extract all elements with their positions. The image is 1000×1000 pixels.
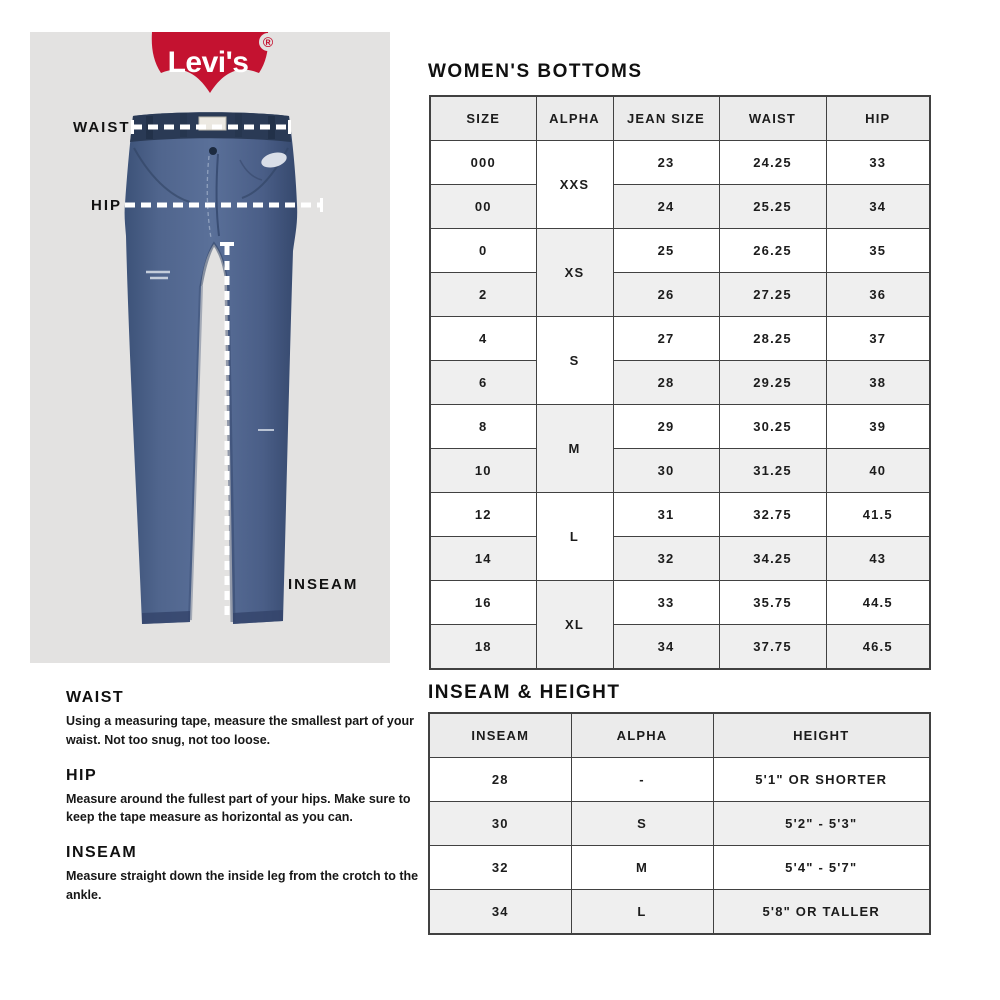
alpha-cell: XS xyxy=(536,229,613,317)
hip-cell: 37 xyxy=(826,317,930,361)
hip-cell: 38 xyxy=(826,361,930,405)
alpha-cell: L xyxy=(536,493,613,581)
jean-size-cell: 30 xyxy=(613,449,719,493)
table-row xyxy=(429,758,930,802)
inseam-photo-label: INSEAM xyxy=(288,576,359,593)
table-row xyxy=(429,890,930,935)
alpha-cell: - xyxy=(571,758,713,802)
waist-cell: 35.75 xyxy=(719,581,826,625)
guide-heading: INSEAM xyxy=(66,844,138,861)
inseam-cell: 34 xyxy=(429,890,571,935)
column-header: SIZE xyxy=(430,96,536,141)
jean-size-cell: 33 xyxy=(613,581,719,625)
size-cell: 16 xyxy=(430,581,536,625)
waist-cell: 30.25 xyxy=(719,405,826,449)
size-cell: 10 xyxy=(430,449,536,493)
size-cell: 000 xyxy=(430,141,536,185)
guide-heading: WAIST xyxy=(66,689,125,706)
levis-wordmark: Levi's xyxy=(167,46,249,79)
column-header: ALPHA xyxy=(571,713,713,758)
hip-cell: 46.5 xyxy=(826,625,930,670)
column-header: INSEAM xyxy=(429,713,571,758)
alpha-cell: M xyxy=(536,405,613,493)
alpha-cell: S xyxy=(571,802,713,846)
table-row xyxy=(430,625,930,670)
table-row xyxy=(429,802,930,846)
table-header-row xyxy=(429,713,930,758)
column-header: ALPHA xyxy=(536,96,613,141)
alpha-cell: S xyxy=(536,317,613,405)
jean-size-cell: 24 xyxy=(613,185,719,229)
guide-section-waist xyxy=(66,689,426,750)
inseam-height-title: INSEAM & HEIGHT xyxy=(428,682,621,703)
jeans-image xyxy=(125,112,298,624)
size-cell: 8 xyxy=(430,405,536,449)
column-header: JEAN SIZE xyxy=(613,96,719,141)
size-cell: 18 xyxy=(430,625,536,670)
levis-logo xyxy=(152,32,277,93)
product-photo-panel xyxy=(30,32,390,663)
alpha-cell: XXS xyxy=(536,141,613,229)
table-row xyxy=(430,581,930,625)
size-cell: 4 xyxy=(430,317,536,361)
hip-cell: 39 xyxy=(826,405,930,449)
height-cell: 5'2" - 5'3" xyxy=(713,802,930,846)
waist-cell: 29.25 xyxy=(719,361,826,405)
hip-cell: 34 xyxy=(826,185,930,229)
column-header: HEIGHT xyxy=(713,713,930,758)
table-header-row xyxy=(430,96,930,141)
inseam-cell: 32 xyxy=(429,846,571,890)
waist-cell: 26.25 xyxy=(719,229,826,273)
measurement-guide xyxy=(66,689,426,922)
hip-cell: 35 xyxy=(826,229,930,273)
womens-bottoms-table xyxy=(429,95,931,670)
waist-cell: 24.25 xyxy=(719,141,826,185)
table-row xyxy=(430,185,930,229)
jean-size-cell: 32 xyxy=(613,537,719,581)
jean-size-cell: 31 xyxy=(613,493,719,537)
jean-size-cell: 26 xyxy=(613,273,719,317)
table-row xyxy=(430,317,930,361)
jean-size-cell: 28 xyxy=(613,361,719,405)
inseam-cell: 30 xyxy=(429,802,571,846)
waist-cell: 27.25 xyxy=(719,273,826,317)
height-cell: 5'4" - 5'7" xyxy=(713,846,930,890)
hip-cell: 36 xyxy=(826,273,930,317)
waist-cell: 31.25 xyxy=(719,449,826,493)
table-row xyxy=(430,405,930,449)
table-row xyxy=(430,273,930,317)
size-cell: 00 xyxy=(430,185,536,229)
guide-heading: HIP xyxy=(66,766,98,784)
inseam-cell: 28 xyxy=(429,758,571,802)
waist-cell: 34.25 xyxy=(719,537,826,581)
table-row xyxy=(429,846,930,890)
table-row xyxy=(430,229,930,273)
hip-cell: 44.5 xyxy=(826,581,930,625)
alpha-cell: XL xyxy=(536,581,613,670)
table-row xyxy=(430,361,930,405)
jean-size-cell: 29 xyxy=(613,405,719,449)
hip-cell: 43 xyxy=(826,537,930,581)
alpha-cell: L xyxy=(571,890,713,935)
guide-body: Using a measuring tape, measure the smallest part of your waist. Not too snug, not too loose. xyxy=(66,714,415,747)
size-cell: 6 xyxy=(430,361,536,405)
jean-size-cell: 34 xyxy=(613,625,719,670)
hip-cell: 33 xyxy=(826,141,930,185)
height-cell: 5'1" OR SHORTER xyxy=(713,758,930,802)
hip-cell: 41.5 xyxy=(826,493,930,537)
registered-mark: ® xyxy=(262,34,274,50)
waist-cell: 37.75 xyxy=(719,625,826,670)
jean-size-cell: 23 xyxy=(613,141,719,185)
size-cell: 14 xyxy=(430,537,536,581)
column-header: WAIST xyxy=(719,96,826,141)
waist-photo-label: WAIST xyxy=(73,119,131,136)
guide-body: Measure around the fullest part of your hips. Make sure to keep the tape measure as horizontal as you can. xyxy=(66,791,411,825)
waist-cell: 25.25 xyxy=(719,185,826,229)
guide-section-inseam xyxy=(66,844,426,905)
alpha-cell: M xyxy=(571,846,713,890)
guide-body: Measure straight down the inside leg from the crotch to the ankle. xyxy=(66,869,419,902)
column-header: HIP xyxy=(826,96,930,141)
womens-bottoms-title: WOMEN'S BOTTOMS xyxy=(428,61,643,82)
table-row xyxy=(430,537,930,581)
table-row xyxy=(430,449,930,493)
waist-cell: 28.25 xyxy=(719,317,826,361)
size-cell: 2 xyxy=(430,273,536,317)
hip-photo-label: HIP xyxy=(91,197,123,214)
hip-cell: 40 xyxy=(826,449,930,493)
table-row xyxy=(430,493,930,537)
size-cell: 12 xyxy=(430,493,536,537)
size-cell: 0 xyxy=(430,229,536,273)
guide-section-hip xyxy=(66,767,426,828)
height-cell: 5'8" OR TALLER xyxy=(713,890,930,935)
inseam-height-table xyxy=(428,712,931,935)
jean-size-cell: 27 xyxy=(613,317,719,361)
table-row xyxy=(430,141,930,185)
jean-size-cell: 25 xyxy=(613,229,719,273)
waist-cell: 32.75 xyxy=(719,493,826,537)
